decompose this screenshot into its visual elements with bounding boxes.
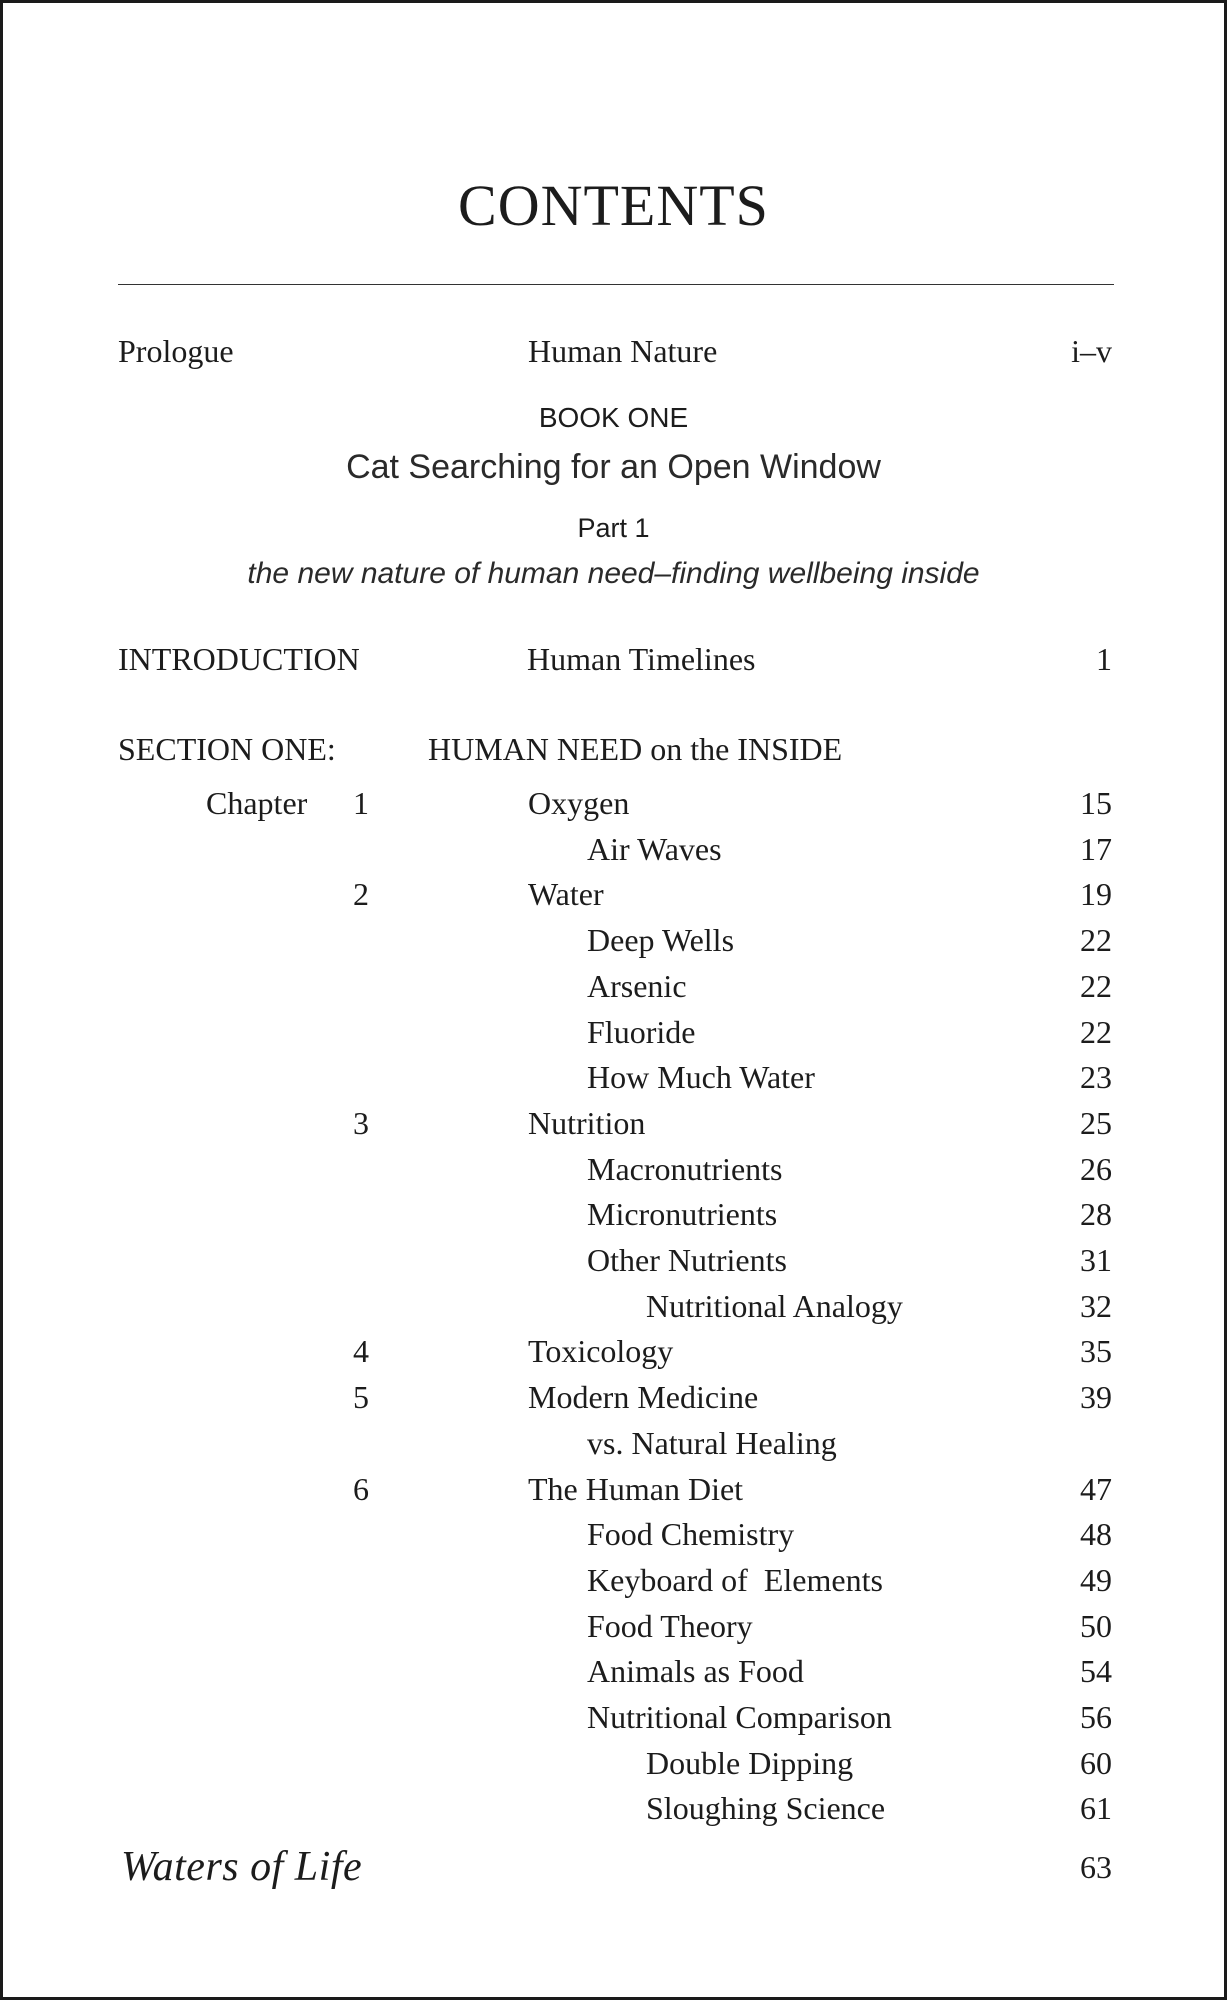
page-number: 15: [1080, 785, 1112, 821]
toc-entry: [3, 1103, 1227, 1143]
part-label: Part 1: [577, 513, 650, 543]
page-number: 39: [1080, 1379, 1112, 1415]
page-number: 50: [1080, 1608, 1112, 1644]
toc-entry: [3, 966, 1227, 1006]
page-number: 28: [1080, 1196, 1112, 1232]
prologue-label: Prologue: [118, 333, 234, 369]
toc-entry: [3, 1514, 1227, 1554]
chapter-number: 2: [353, 876, 369, 912]
page-number: 19: [1080, 876, 1112, 912]
toc-entry: [3, 874, 1227, 914]
page-title: CONTENTS: [458, 173, 769, 238]
subtopic-title: How Much Water: [587, 1059, 815, 1095]
chapter-title: Modern Medicine: [528, 1379, 759, 1415]
toc-entry: [3, 1240, 1227, 1280]
toc-entry: [3, 1743, 1227, 1783]
introduction-page: 1: [1096, 641, 1112, 677]
subtopic-title: Food Chemistry: [587, 1516, 795, 1552]
toc-entry: [3, 1469, 1227, 1509]
toc-entry: [3, 1697, 1227, 1737]
chapter-number: 5: [353, 1379, 369, 1415]
page-number: 61: [1080, 1790, 1112, 1826]
toc-entry: [3, 1788, 1227, 1828]
page-number: 31: [1080, 1242, 1112, 1278]
footer-row: [3, 1847, 1227, 1887]
page-number: 60: [1080, 1745, 1112, 1781]
page-number: 26: [1080, 1151, 1112, 1187]
subtopic-title: Keyboard of Elements: [587, 1562, 883, 1598]
chapter-title: Nutrition: [528, 1105, 646, 1141]
subtopic-title: Arsenic: [587, 968, 687, 1004]
part-subtitle: the new nature of human need–finding wellbeing inside: [247, 557, 980, 590]
subtopic-title: Micronutrients: [587, 1196, 778, 1232]
toc-entry: [3, 1331, 1227, 1371]
page-number: 22: [1080, 968, 1112, 1004]
section-label: SECTION ONE:: [118, 731, 336, 767]
toc-entry: [3, 1606, 1227, 1646]
introduction-row: [3, 639, 1227, 679]
page-number: 22: [1080, 1014, 1112, 1050]
toc-entry: [3, 920, 1227, 960]
chapter-number: 3: [353, 1105, 369, 1141]
prologue-page: i–v: [1071, 333, 1112, 369]
page-number: 56: [1080, 1699, 1112, 1735]
introduction-label: INTRODUCTION: [118, 641, 360, 677]
subtopic-title: Sloughing Science: [646, 1790, 886, 1826]
toc-entry: [3, 783, 1227, 823]
subtopic-title: vs. Natural Healing: [587, 1425, 837, 1461]
toc-entry: [3, 1423, 1227, 1463]
chapter-number: 1: [353, 785, 369, 821]
page-number: 48: [1080, 1516, 1112, 1552]
subtopic-title: Other Nutrients: [587, 1242, 787, 1278]
subtopic-title: Nutritional Comparison: [587, 1699, 892, 1735]
toc-entry: [3, 1149, 1227, 1189]
subtopic-title: Nutritional Analogy: [646, 1288, 903, 1324]
subtopic-title: Fluoride: [587, 1014, 696, 1050]
introduction-title: Human Timelines: [527, 641, 756, 677]
toc-entry: [3, 1377, 1227, 1417]
waters-of-life-logo: Waters of Life: [121, 1844, 363, 1890]
page-number: 25: [1080, 1105, 1112, 1141]
subtopic-title: Double Dipping: [646, 1745, 854, 1781]
toc-entry: [3, 1651, 1227, 1691]
section-title: HUMAN NEED on the INSIDE: [428, 731, 843, 767]
subtopic-title: Macronutrients: [587, 1151, 783, 1187]
page-number: 23: [1080, 1059, 1112, 1095]
section-row: [3, 729, 1227, 769]
subtopic-title: Deep Wells: [587, 922, 735, 958]
chapter-word: Chapter: [206, 785, 308, 821]
toc-entry: [3, 1012, 1227, 1052]
page-number: 17: [1080, 831, 1112, 867]
chapter-title: Toxicology: [528, 1333, 674, 1369]
page-number: 54: [1080, 1653, 1112, 1689]
footer-page-number: 63: [1080, 1849, 1112, 1885]
chapter-title: Oxygen: [528, 785, 630, 821]
page-number: 35: [1080, 1333, 1112, 1369]
subtopic-title: Animals as Food: [587, 1653, 804, 1689]
chapter-title: The Human Diet: [528, 1471, 744, 1507]
page-number: 47: [1080, 1471, 1112, 1507]
toc-entry: [3, 1194, 1227, 1234]
subtopic-title: Food Theory: [587, 1608, 753, 1644]
toc-entry: [3, 1057, 1227, 1097]
book-title: Cat Searching for an Open Window: [346, 448, 881, 486]
chapter-title: Water: [528, 876, 604, 912]
chapter-number: 4: [353, 1333, 369, 1369]
subtopic-title: Air Waves: [587, 831, 722, 867]
toc-entry: [3, 1560, 1227, 1600]
prologue-title: Human Nature: [528, 333, 718, 369]
page-number: 32: [1080, 1288, 1112, 1324]
chapter-number: 6: [353, 1471, 369, 1507]
book-label: BOOK ONE: [538, 402, 689, 433]
toc-entry: [3, 1286, 1227, 1326]
page-number: 49: [1080, 1562, 1112, 1598]
title-divider: [118, 284, 1114, 285]
toc-entry: [3, 829, 1227, 869]
page-number: 22: [1080, 922, 1112, 958]
prologue-row: [3, 331, 1227, 371]
